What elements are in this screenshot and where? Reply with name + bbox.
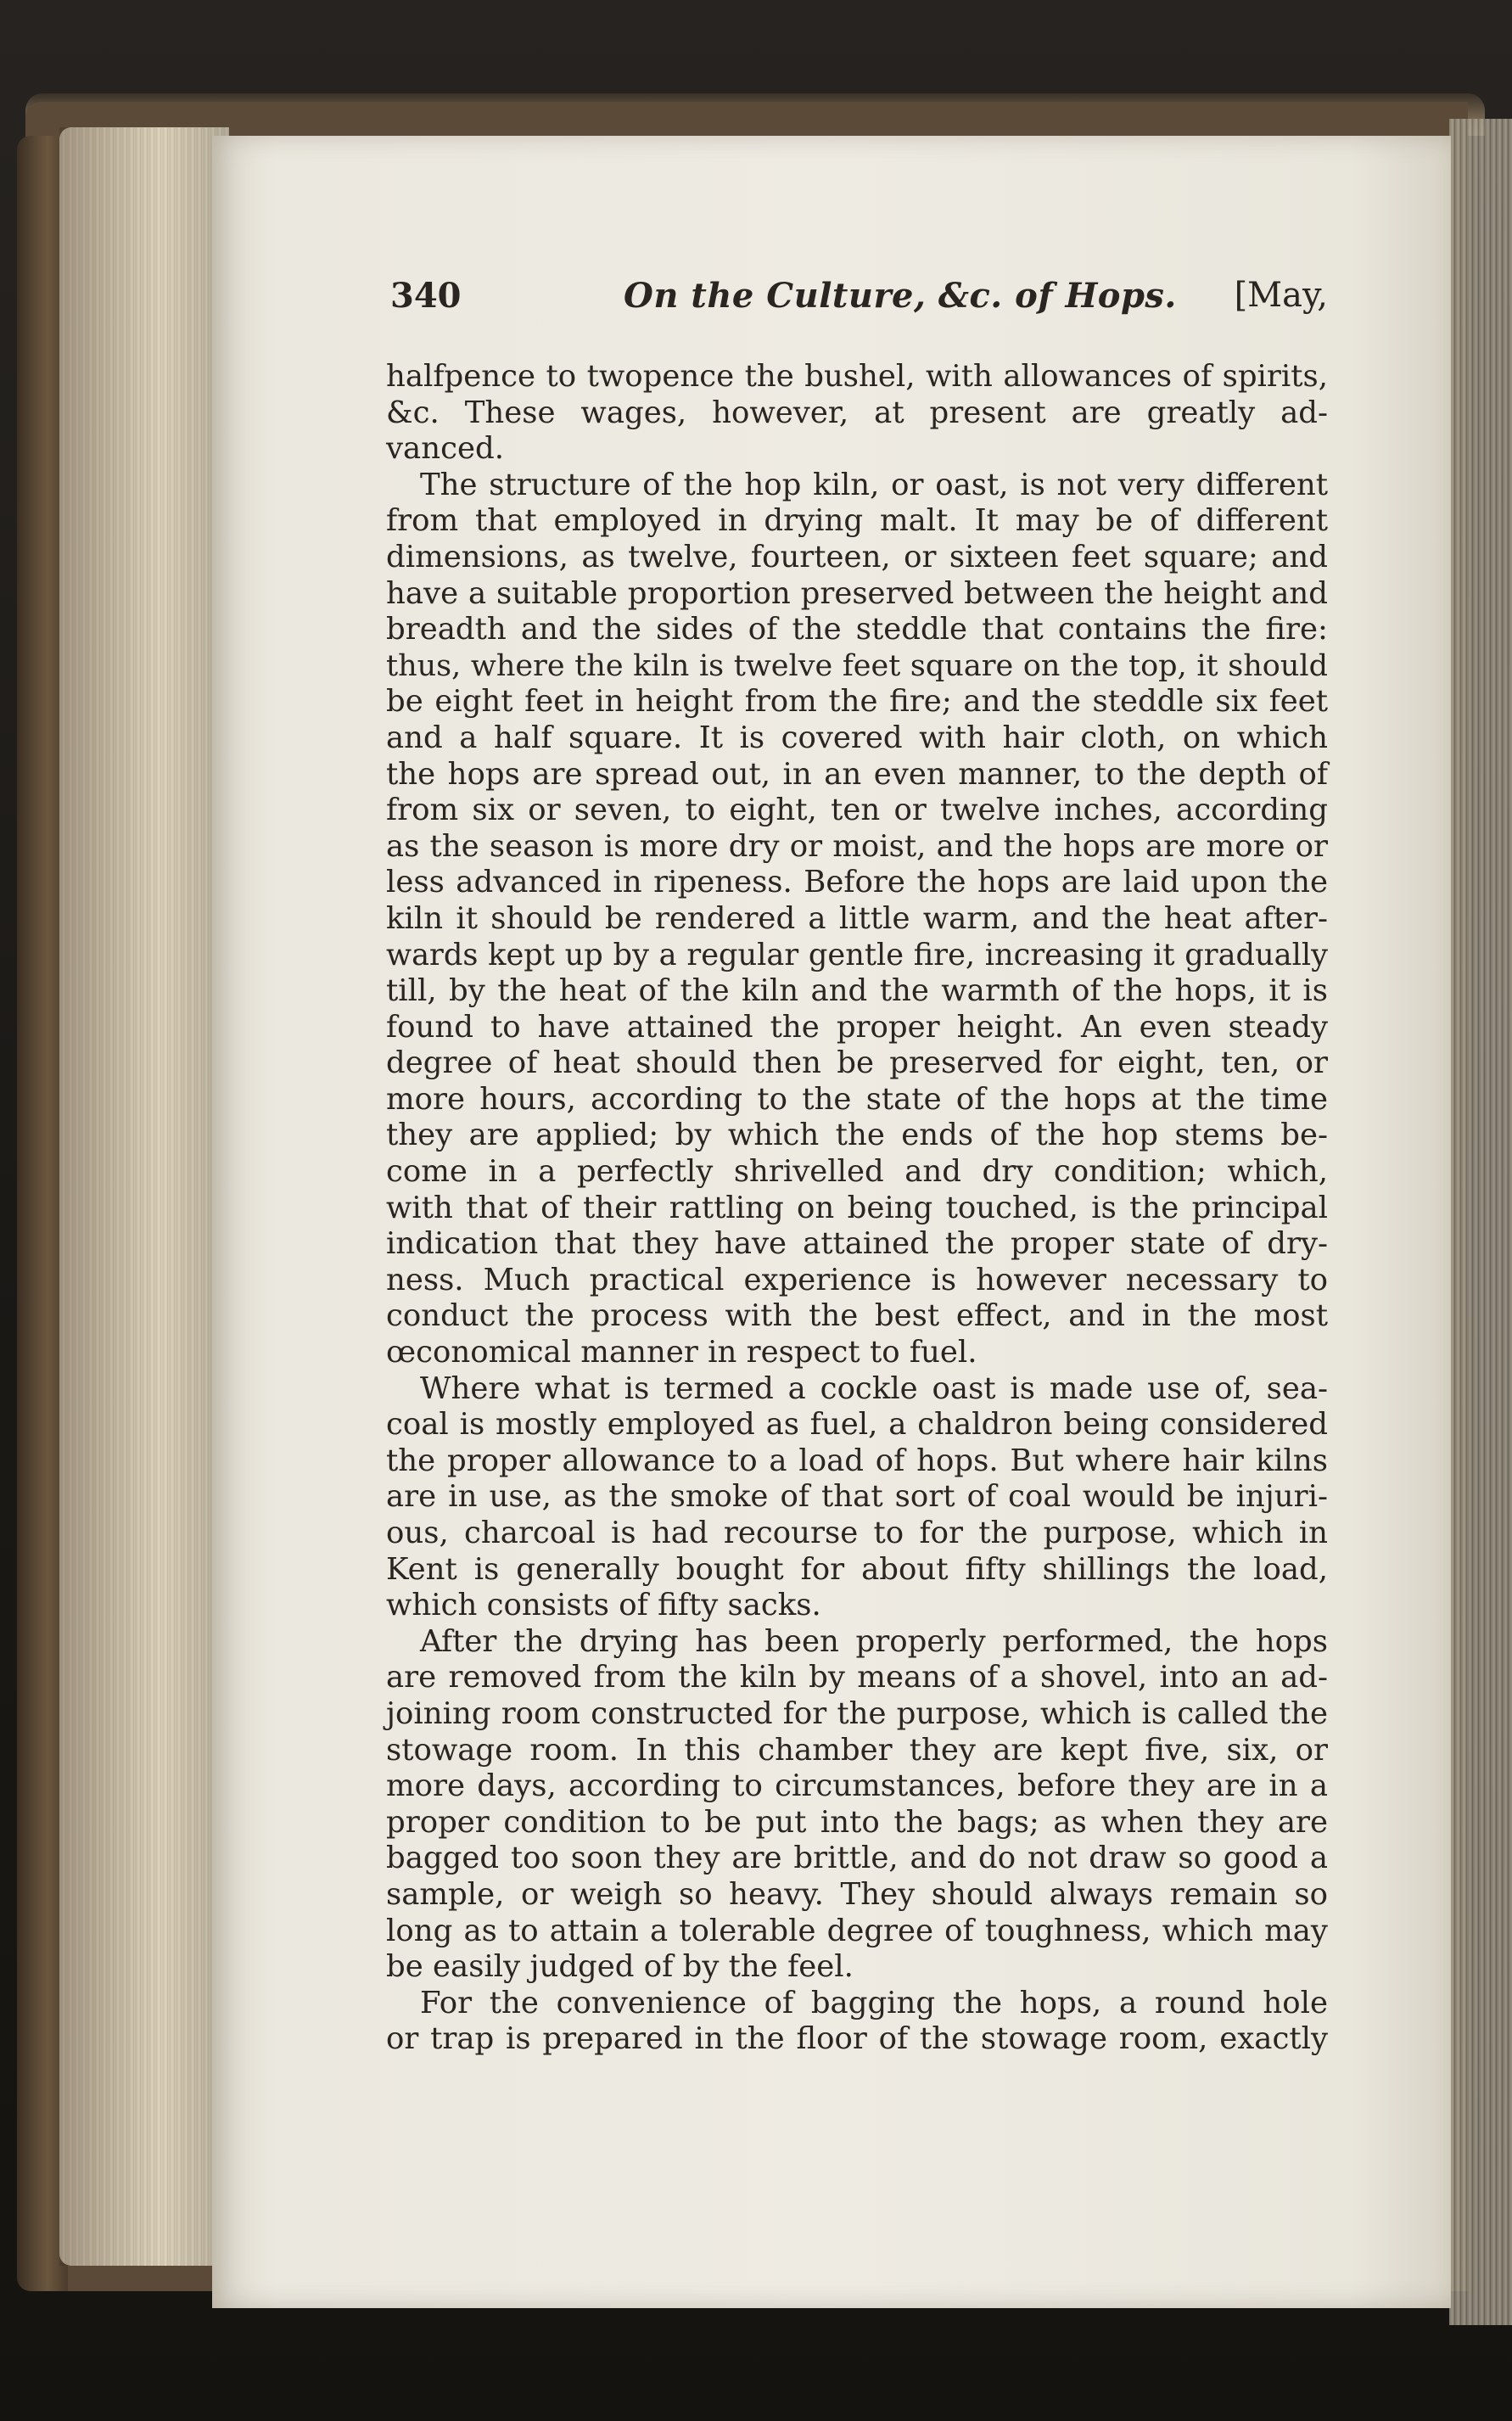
text-line: Where what is termed a cockle oast is made use of, sea-	[420, 1370, 1328, 1406]
text-line: long as to attain a tolerable degree of toughness, which may	[386, 1913, 1328, 1948]
text-line: more hours, according to the state of the hops at the time	[386, 1081, 1328, 1117]
text-line: proper condition to be put into the bags; as when they are	[386, 1804, 1328, 1840]
text-line: ness. Much practical experience is however necessary to	[386, 1262, 1328, 1297]
text-line: from that employed in drying malt. It may be of different	[386, 503, 1328, 539]
text-line: or trap is prepared in the floor of the stowage room, exactly	[386, 2021, 1328, 2057]
text-line: coal is mostly employed as fuel, a chaldron being considered	[386, 1407, 1328, 1443]
running-header	[386, 276, 1328, 327]
text-line: the proper allowance to a load of hops. But where hair kilns	[386, 1443, 1328, 1478]
text-line: &c. These wages, however, at present are greatly ad-	[386, 395, 1328, 430]
text-line: breadth and the sides of the steddle that contains the fire:	[386, 612, 1328, 647]
text-line: Kent is generally bought for about fifty shillings the load,	[386, 1551, 1328, 1587]
text-line: halfpence to twopence the bushel, with allowances of spirits,	[386, 359, 1328, 394]
text-line: conduct the process with the best effect, and in the most	[386, 1298, 1328, 1334]
text-line: from six or seven, to eight, ten or twelve inches, according	[386, 793, 1328, 828]
running-month: [May,	[1234, 276, 1328, 315]
text-line: more days, according to circumstances, before they are in a	[386, 1768, 1328, 1804]
text-line: wards kept up by a regular gentle fire, increasing it gradually	[386, 937, 1328, 972]
text-line: degree of heat should then be preserved for eight, ten, or	[386, 1045, 1328, 1081]
body-text	[386, 359, 1328, 2058]
text-line: come in a perfectly shrivelled and dry condition; which,	[386, 1154, 1328, 1190]
text-line: thus, where the kiln is twelve feet square on the top, it should	[386, 647, 1328, 683]
page-stack-edges	[59, 127, 229, 2266]
text-line: be eight feet in height from the fire; and the steddle six feet	[386, 684, 1328, 720]
text-line: as the season is more dry or moist, and the hops are more or	[386, 828, 1328, 864]
text-line: indication that they have attained the proper state of dry-	[386, 1226, 1328, 1262]
page-text-block	[386, 276, 1328, 2058]
text-line: After the drying has been properly performed, the hops	[420, 1623, 1328, 1659]
text-line: sample, or weigh so heavy. They should always remain so	[386, 1876, 1328, 1912]
text-line: ous, charcoal is had recourse to for the purpose, which in	[386, 1516, 1328, 1550]
text-line: For the convenience of bagging the hops, a round hole	[420, 1985, 1328, 2020]
page-number: 340	[390, 276, 462, 316]
text-line: which consists of fifty sacks.	[386, 1588, 821, 1623]
text-line: less advanced in ripeness. Before the hops are laid upon the	[386, 865, 1328, 900]
text-line: vanced.	[386, 431, 504, 467]
text-line: be easily judged of by the feel.	[386, 1949, 854, 1985]
running-title: On the Culture, &c. of Hops.	[624, 276, 1177, 316]
text-line: they are applied; by which the ends of the hop stems be-	[386, 1118, 1328, 1153]
text-line: dimensions, as twelve, fourteen, or sixteen feet square; and	[386, 539, 1328, 574]
text-line: The structure of the hop kiln, or oast, is not very different	[420, 467, 1328, 502]
text-line: are removed from the kiln by means of a shovel, into an ad-	[386, 1660, 1328, 1695]
text-line: œconomical manner in respect to fuel.	[386, 1335, 977, 1370]
text-line: with that of their rattling on being touched, is the principal	[386, 1190, 1328, 1225]
text-line: till, by the heat of the kiln and the warmth of the hops, it is	[386, 973, 1328, 1009]
text-line: found to have attained the proper height. An even steady	[386, 1009, 1328, 1045]
text-line: bagged too soon they are brittle, and do not draw so good a	[386, 1841, 1328, 1876]
text-line: have a suitable proportion preserved between the height and	[386, 575, 1328, 611]
text-line: and a half square. It is covered with hair cloth, on which	[386, 720, 1328, 755]
text-line: are in use, as the smoke of that sort of coal would be injuri-	[386, 1479, 1328, 1515]
text-line: kiln it should be rendered a little warm, and the heat after-	[386, 900, 1328, 936]
text-line: the hops are spread out, in an even manner, to the depth of	[386, 756, 1328, 792]
facing-page-edge	[1449, 119, 1512, 2325]
text-line: stowage room. In this chamber they are kept five, six, or	[386, 1732, 1328, 1768]
text-line: joining room constructed for the purpose, which is called the	[386, 1695, 1328, 1731]
